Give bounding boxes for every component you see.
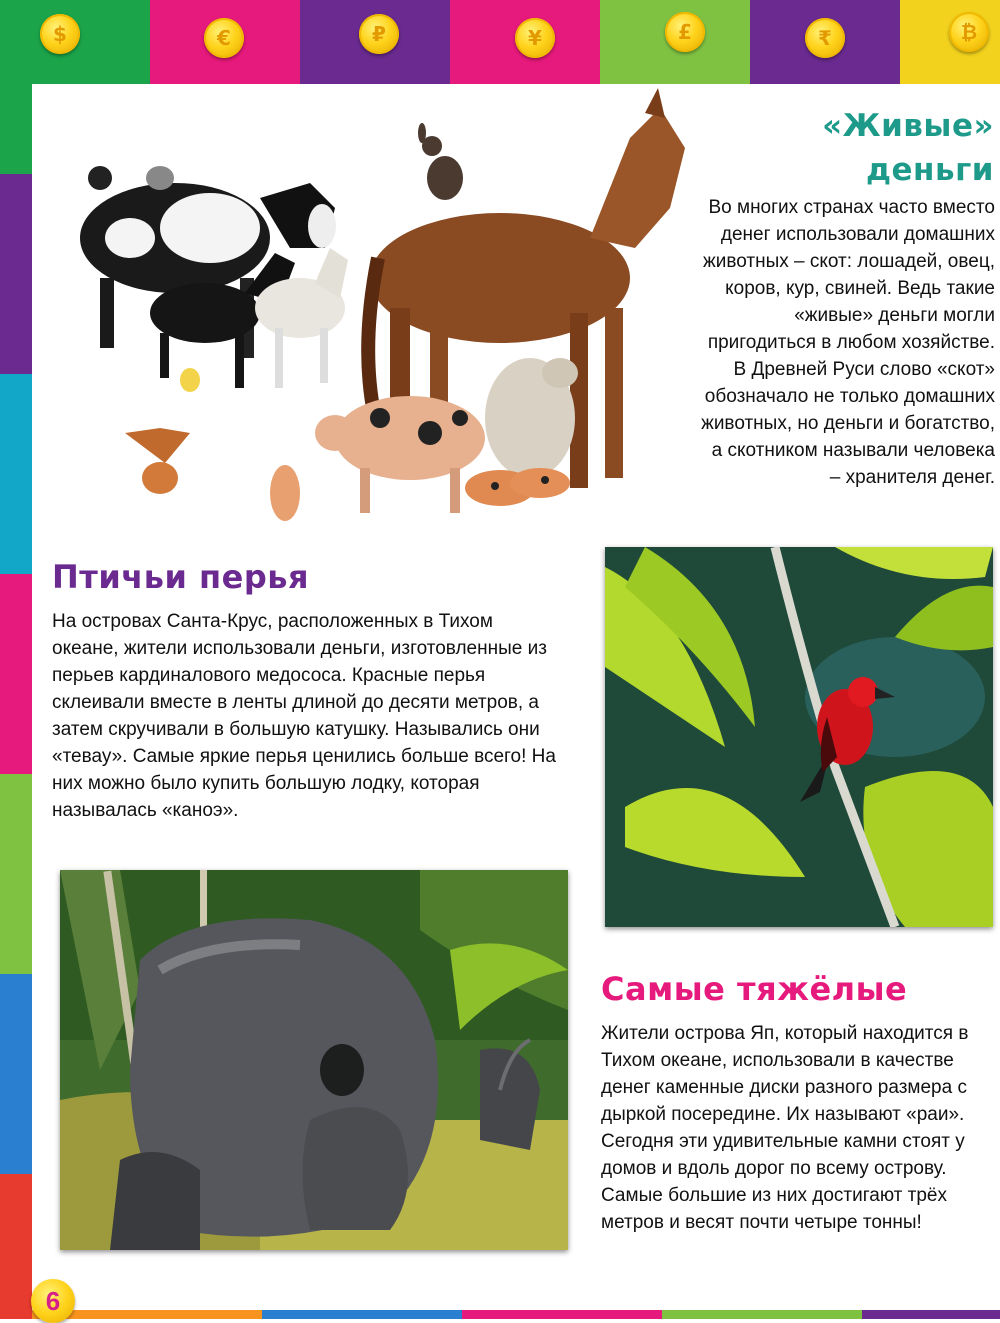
- bitcoin-coin-icon: ₿: [949, 12, 989, 52]
- farm-animals-image: [60, 88, 700, 553]
- dollar-coin-icon: $: [40, 14, 80, 54]
- live-money-text: Во многих странах часто вместо денег использовали домашних животных – скот: лошадей, овец, коров, кур, свиней. Ведь такие «живые» деньги могли пригодиться в любом хозяйстве. В Древней Руси слово «скот» обозначало не только домашних животных, но деньги и богатство, а скотником называли человека – хранителя денег.: [701, 197, 995, 488]
- heaviest-text: Жители острова Яп, который находится в Тихом океане, использовали в качестве денег каменные диски разного размера с дыркой посередине. Их называют «раи». Сегодня эти удивительные камни стоят у домов и вдоль дорог по всему острову. Самые большие из них достигают трёх метров и весят почти четыре тонны!: [601, 1023, 969, 1233]
- page-number: 6: [31, 1279, 75, 1323]
- pound-coin-icon: £: [665, 12, 705, 52]
- yen-coin-icon: ¥: [515, 18, 555, 58]
- red-bird-photo: [605, 547, 993, 927]
- rupee-coin-icon: ₹: [805, 18, 845, 58]
- euro-coin-icon: €: [204, 18, 244, 58]
- live-money-title: [694, 104, 994, 192]
- stone-money-photo: [60, 870, 568, 1250]
- rabbit-figure: [418, 123, 463, 200]
- heaviest-title: Самые тяжёлые: [601, 970, 908, 1008]
- bird-feathers-title: Птичьи перья: [52, 558, 310, 596]
- pig-figure: [315, 396, 485, 513]
- bird-feathers-text: На островах Санта-Крус, расположенных в Тихом океане, жители использовали деньги, изготовленные из перьев кардиналового медососа. Красные перья склеивали вместе в ленты длиной до десяти метров, а затем скручивали в большую катушку. Назывались они «тевау». Самые яркие перья ценились больше всего! На них можно было купить большую лодку, которая называлась «каноэ».: [52, 611, 556, 821]
- sheep-figure: [485, 358, 578, 478]
- live-money-title-line2: деньги: [866, 152, 994, 188]
- live-money-title-line1: «Живые»: [822, 108, 994, 144]
- ruble-coin-icon: ₽: [359, 14, 399, 54]
